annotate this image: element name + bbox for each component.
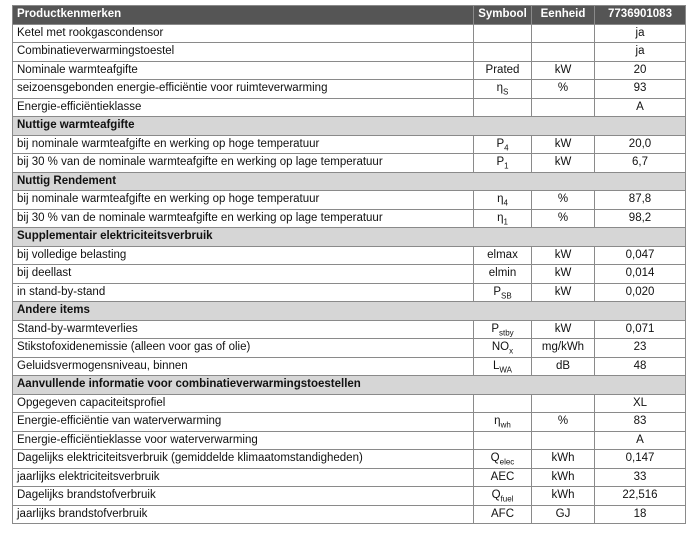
symbol-subscript: 1 [503, 217, 508, 227]
table-row [13, 191, 686, 210]
row-label: Stand-by-warmteverlies [13, 320, 474, 339]
row-value: ja [595, 43, 686, 62]
symbol-main: L [493, 359, 500, 372]
row-symbol [474, 320, 532, 339]
symbol-subscript: S [503, 87, 509, 97]
row-value: 83 [595, 413, 686, 432]
symbol-main: AFC [491, 507, 514, 520]
row-symbol [474, 394, 532, 413]
table-row [13, 209, 686, 228]
symbol-main: η [494, 415, 501, 428]
row-value: 18 [595, 505, 686, 524]
row-value: 0,147 [595, 450, 686, 469]
row-symbol [474, 80, 532, 99]
product-spec-sheet [12, 5, 686, 524]
row-value: 93 [595, 80, 686, 99]
product-characteristics-table [12, 5, 686, 524]
table-row [13, 246, 686, 265]
table-row [13, 43, 686, 62]
row-symbol [474, 154, 532, 173]
row-unit: kW [532, 246, 595, 265]
row-unit: kWh [532, 468, 595, 487]
row-unit [532, 98, 595, 117]
row-symbol [474, 505, 532, 524]
table-row [13, 505, 686, 524]
table-row [13, 357, 686, 376]
table-row [13, 468, 686, 487]
header-productkenmerken: Productkenmerken [13, 6, 474, 25]
row-unit [532, 24, 595, 43]
symbol-subscript: 4 [504, 143, 509, 153]
row-unit [532, 43, 595, 62]
symbol-subscript: 4 [503, 198, 508, 208]
row-value: 98,2 [595, 209, 686, 228]
symbol-subscript: stby [499, 328, 514, 338]
row-value: 6,7 [595, 154, 686, 173]
row-unit: kWh [532, 487, 595, 506]
table-row [13, 24, 686, 43]
table-body [13, 24, 686, 524]
row-unit [532, 431, 595, 450]
table-row [13, 413, 686, 432]
table-row [13, 339, 686, 358]
row-value: 0,047 [595, 246, 686, 265]
symbol-main: Q [491, 489, 501, 502]
row-unit: kW [532, 265, 595, 284]
row-label: Ketel met rookgascondensor [13, 24, 474, 43]
section-title: Nuttig Rendement [13, 172, 686, 191]
row-label: Combinatieverwarmingstoestel [13, 43, 474, 62]
row-symbol [474, 413, 532, 432]
symbol-subscript: SB [501, 291, 512, 301]
symbol-main: η [497, 193, 504, 206]
row-unit: kWh [532, 450, 595, 469]
row-symbol [474, 339, 532, 358]
row-value: 20 [595, 61, 686, 80]
row-label: bij nominale warmteafgifte en werking op hoge temperatuur [13, 191, 474, 210]
row-label: Geluidsvermogensniveau, binnen [13, 357, 474, 376]
row-unit: % [532, 80, 595, 99]
symbol-main: P [496, 137, 505, 150]
table-row [13, 487, 686, 506]
row-label: bij nominale warmteafgifte en werking op hoge temperatuur [13, 135, 474, 154]
row-symbol [474, 246, 532, 265]
row-label: Energie-efficiëntieklasse [13, 98, 474, 117]
section-header-row [13, 376, 686, 395]
section-header-row [13, 302, 686, 321]
symbol-subscript: x [509, 346, 514, 356]
row-label: in stand-by-stand [13, 283, 474, 302]
symbol-main: η [497, 211, 504, 224]
row-symbol [474, 265, 532, 284]
section-header-row [13, 228, 686, 247]
table-row [13, 431, 686, 450]
section-header-row [13, 172, 686, 191]
row-label: bij volledige belasting [13, 246, 474, 265]
table-row [13, 450, 686, 469]
symbol-main: P [493, 285, 501, 298]
row-symbol [474, 431, 532, 450]
header-symbool: Symbool [474, 6, 532, 25]
row-symbol [474, 61, 532, 80]
row-symbol [474, 487, 532, 506]
table-row [13, 394, 686, 413]
row-value: 33 [595, 468, 686, 487]
row-unit: kW [532, 283, 595, 302]
row-label: bij 30 % van de nominale warmteafgifte en werking op lage temperatuur [13, 154, 474, 173]
row-symbol [474, 24, 532, 43]
symbol-main: NO [491, 341, 510, 354]
row-unit: kW [532, 61, 595, 80]
row-label: bij 30 % van de nominale warmteafgifte en werking op lage temperatuur [13, 209, 474, 228]
row-value: 48 [595, 357, 686, 376]
row-label: Energie-efficiëntie van waterverwarming [13, 413, 474, 432]
row-value: 23 [595, 339, 686, 358]
row-unit: GJ [532, 505, 595, 524]
row-symbol [474, 283, 532, 302]
symbol-subscript: WA [499, 365, 512, 375]
row-label: Dagelijks elektriciteitsverbruik (gemiddelde klimaatomstandigheden) [13, 450, 474, 469]
header-eenheid: Eenheid [532, 6, 595, 25]
symbol-main: P [491, 322, 499, 335]
row-label: Energie-efficiëntieklasse voor waterverwarming [13, 431, 474, 450]
symbol-main: elmax [487, 248, 518, 261]
row-value: 0,020 [595, 283, 686, 302]
table-row [13, 265, 686, 284]
symbol-main: AEC [490, 470, 515, 483]
row-label: bij deellast [13, 265, 474, 284]
table-row [13, 154, 686, 173]
row-unit [532, 394, 595, 413]
row-value: 22,516 [595, 487, 686, 506]
row-label: Dagelijks brandstofverbruik [13, 487, 474, 506]
symbol-main: Q [490, 452, 500, 465]
table-row [13, 320, 686, 339]
row-value: 20,0 [595, 135, 686, 154]
row-label: Opgegeven capaciteitsprofiel [13, 394, 474, 413]
table-row [13, 135, 686, 154]
symbol-main: Prated [485, 63, 520, 76]
section-title: Nuttige warmteafgifte [13, 117, 686, 136]
table-header-row [13, 6, 686, 25]
row-symbol [474, 468, 532, 487]
row-value: 87,8 [595, 191, 686, 210]
row-value: ja [595, 24, 686, 43]
row-unit: % [532, 191, 595, 210]
row-label: Nominale warmteafgifte [13, 61, 474, 80]
row-unit: mg/kWh [532, 339, 595, 358]
symbol-subscript: wh [500, 420, 511, 430]
section-title: Andere items [13, 302, 686, 321]
table-row [13, 61, 686, 80]
row-value: XL [595, 394, 686, 413]
row-value: A [595, 431, 686, 450]
table-row [13, 98, 686, 117]
row-unit: % [532, 209, 595, 228]
symbol-main: elmin [488, 267, 517, 280]
row-unit: kW [532, 320, 595, 339]
row-label: jaarlijks elektriciteitsverbruik [13, 468, 474, 487]
symbol-main: η [496, 82, 504, 95]
row-symbol [474, 98, 532, 117]
row-unit: dB [532, 357, 595, 376]
row-label: jaarlijks brandstofverbruik [13, 505, 474, 524]
row-value: 0,014 [595, 265, 686, 284]
symbol-subscript: elec [499, 457, 515, 467]
row-symbol [474, 191, 532, 210]
row-symbol [474, 135, 532, 154]
row-unit: kW [532, 135, 595, 154]
row-unit: % [532, 413, 595, 432]
row-value: A [595, 98, 686, 117]
section-header-row [13, 117, 686, 136]
row-value: 0,071 [595, 320, 686, 339]
table-row [13, 80, 686, 99]
row-unit: kW [532, 154, 595, 173]
symbol-main: P [496, 156, 505, 169]
section-title: Supplementair elektriciteitsverbruik [13, 228, 686, 247]
header-model-number: 7736901083 [595, 6, 686, 25]
row-symbol [474, 450, 532, 469]
section-title: Aanvullende informatie voor combinatieverwarmingstoestellen [13, 376, 686, 395]
row-symbol [474, 357, 532, 376]
row-label: seizoensgebonden energie-efficiëntie voor ruimteverwarming [13, 80, 474, 99]
row-label: Stikstofoxidenemissie (alleen voor gas of olie) [13, 339, 474, 358]
symbol-subscript: 1 [504, 161, 509, 171]
row-symbol [474, 43, 532, 62]
symbol-subscript: fuel [500, 494, 514, 504]
table-row [13, 283, 686, 302]
row-symbol [474, 209, 532, 228]
